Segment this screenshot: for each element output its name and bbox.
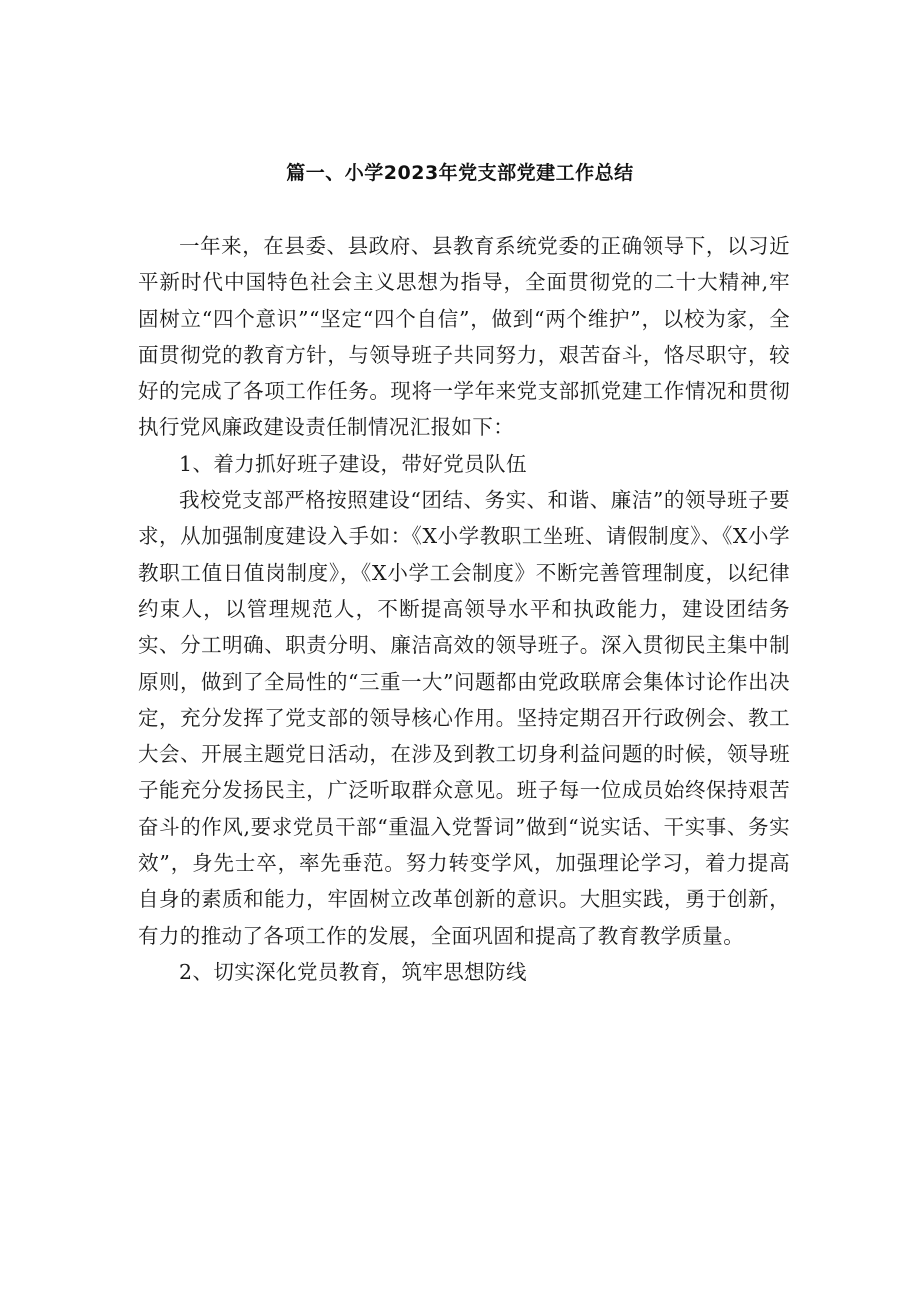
document-body (138, 228, 790, 990)
document-title: 篇一、小学2023年党支部党建工作总结 (286, 162, 634, 184)
section-heading-2: 2、切实深化党员教育，筑牢思想防线 (179, 959, 527, 984)
section-1-paragraph: 我校党支部严格按照建设“团结、务实、和谐、廉洁”的领导班子要求，从加强制度建设入手如：《X小学教职工坐班、请假制度》、《X小学教职工值日值岗制度》，《X小学工会制度》不断完善管理制度，以纪律约束人，以管理规范人，不断提高领导水平和执政能力，建设团结务实、分工明确、职责分明、廉洁高效的领导班子。深入贯彻民主集中制原则，做到了全局性的“三重一大”问题都由党政联席会集体讨论作出决定，充分发挥了党支部的领导核心作用。坚持定期召开行政例会、教工大会、开展主题党日活动，在涉及到教工切身利益问题的时候，领导班子能充分发扬民主，广泛听取群众意见。班子每一位成员始终保持艰苦奋斗的作风,要求党员干部“重温入党誓词”做到“说实话、干实事、务实效”，身先士卒，率先垂范。努力转变学风，加强理论学习，着力提高自身的素质和能力，牢固树立改革创新的意识。大胆实践，勇于创新，有力的推动了各项工作的发展，全面巩固和提高了教育教学质量。 (138, 488, 790, 948)
section-heading-1: 1、着力抓好班子建设，带好党员队伍 (179, 451, 527, 476)
intro-paragraph: 一年来，在县委、县政府、县教育系统党委的正确领导下，以习近平新时代中国特色社会主义思想为指导，全面贯彻党的二十大精神,牢固树立“四个意识”“坚定“四个自信”，做到“两个维护”，以校为家，全面贯彻党的教育方针，与领导班子共同努力，艰苦奋斗，恪尽职守，较好的完成了各项工作任务。现将一学年来党支部抓党建工作情况和贯彻执行党风廉政建设责任制情况汇报如下： (138, 234, 790, 440)
